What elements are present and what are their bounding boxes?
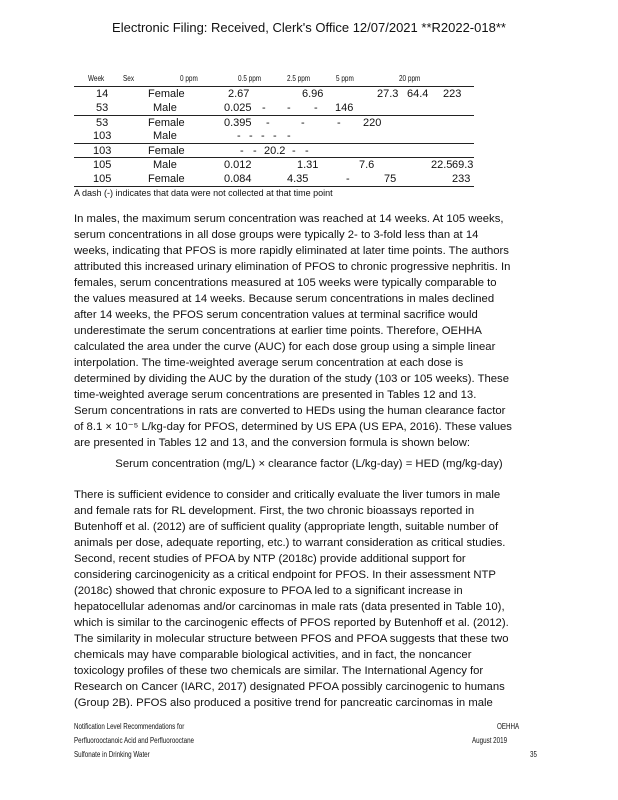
page-number: 35	[530, 750, 537, 759]
footer-title-line2: Perfluorooctanoic Acid and Perfluorooctane	[74, 736, 195, 745]
conversion-formula: Serum concentration (mg/L) × clearance factor (L/kg-day) = HED (mg/kg-day)	[115, 458, 503, 470]
paragraph-hed: Serum concentrations in rats are converted to HEDs using the human clearance factor of 8.1 × 10⁻⁵ L/kg-day for PFOS, determined by US EPA (US EPA, 2016). These values are presented in Tables 12 and 13, and the conversion formula is shown below:	[74, 405, 512, 449]
col-20ppm: 20 ppm	[399, 74, 421, 83]
col-0ppm: 0 ppm	[180, 74, 198, 83]
footer-title-line1: Notification Level Recommendations for	[74, 722, 185, 731]
paragraph-auc: In males, the maximum serum concentration was reached at 14 weeks. At 105 weeks, serum concentrations in all dose groups were typically 2- to 3-fold less than at 14 weeks, indicating that PFOS is more rapidly eliminated at later time points. The authors attributed this increased urinary elimination of PFOS to chronic progressive nephritis. In females, serum concentrations measured at 105 weeks were typically comparable to the values measured at 14 weeks. Because serum concentrations in males declined after 14 weeks, the PFOS serum concentration values at terminal sacrifice would underestimate the serum concentrations at earlier time points. Therefore, OEHHA calculated the area under the curve (AUC) for each dose group using a simple linear interpolation. The time-weighted average serum concentration at each dose is determined by dividing the AUC by the duration of the study (103 or 105 weeks). These time-weighted average serum concentrations are presented in Tables 12 and 13.	[74, 213, 511, 401]
col-sex: Sex	[123, 74, 135, 83]
paragraph-liver-tumors: There is sufficient evidence to consider and critically evaluate the liver tumors in male and female rats for RL development. First, the two chronic bioassays reported in Butenhoff et al. (2012) are of sufficient quality (appropriate length, suitable number of animals per dose, adequate reporting, etc.) to warrant consideration as critical studies. Second, recent studies of PFOA by NTP (2018c) provide additional support for considering carcinogenicity as a critical endpoint for PFOS. In their assessment NTP (2018c) showed that chronic exposure to PFOA led to a significant increase in hepatocellular adenomas and/or carcinomas in male rats (data presented in Table 10), which is similar to the carcinogenic effects of PFOS reported by Butenhoff et al. (2012). The similarity in molecular structure between PFOS and PFOA suggests that these two chemicals may have comparable biological activities, and in fact, the noncancer toxicology profiles of these two chemicals are similar. The International Agency for Research on Cancer (IARC, 2017) designated PFOA possibly carcinogenic to humans (Group 2B). PFOS also produced a positive trend for pancreatic carcinomas in male	[74, 489, 509, 709]
col-2.5ppm: 2.5 ppm	[287, 74, 311, 83]
filing-header: Electronic Filing: Received, Clerk's Office 12/07/2021 **R2022-018**	[112, 20, 506, 35]
col-week: Week	[88, 74, 105, 83]
table-rule	[74, 186, 474, 187]
footer-org: OEHHA	[497, 722, 520, 731]
col-5ppm: 5 ppm	[336, 74, 354, 83]
footer-date: August 2019	[472, 736, 508, 745]
table-rule	[74, 143, 474, 144]
table-rule	[74, 86, 474, 87]
table-rule	[74, 115, 474, 116]
col-0.5ppm: 0.5 ppm	[238, 74, 262, 83]
table-rule	[74, 157, 474, 158]
footer-title-line3: Sulfonate in Drinking Water	[74, 750, 150, 759]
table-note: A dash (-) indicates that data were not collected at that time point	[74, 188, 333, 198]
